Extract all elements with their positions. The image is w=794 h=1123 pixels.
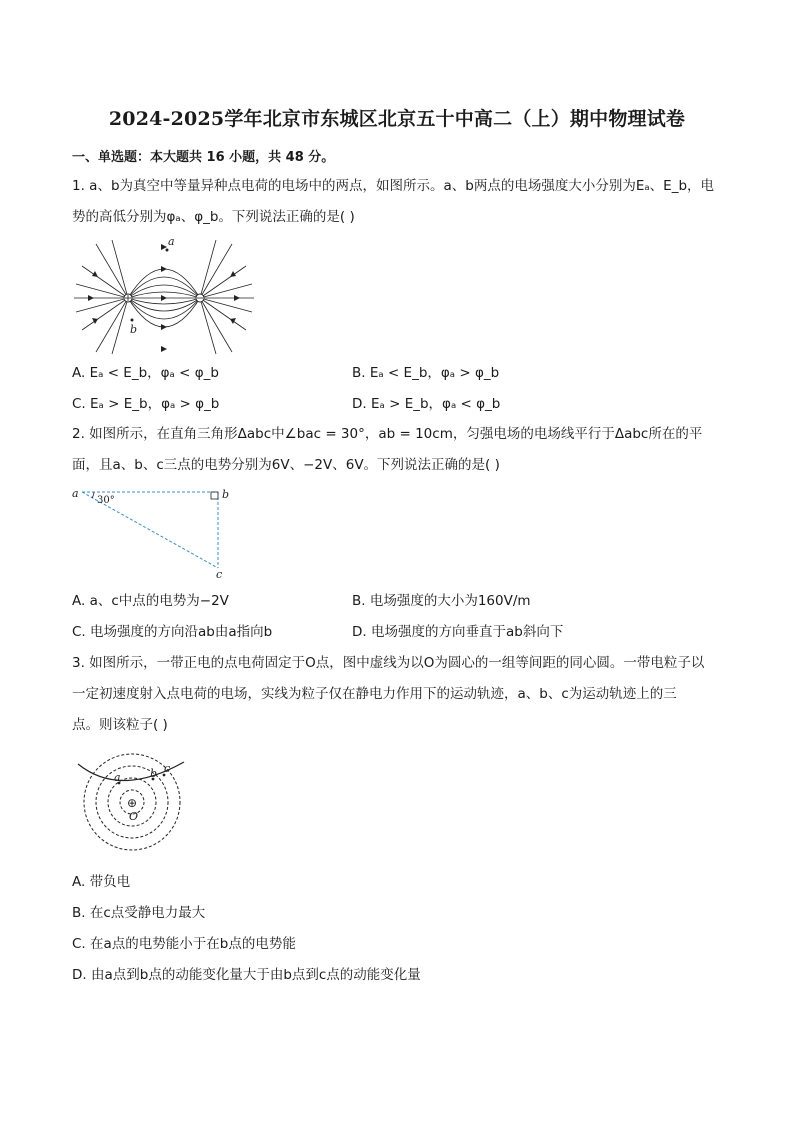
q2-triangle-figure [70, 484, 240, 584]
q3-point-c-label: c [164, 762, 171, 775]
q2-option-c[interactable]: C. 电场强度的方向沿ab由a指向b [72, 624, 273, 640]
q3-option-c[interactable]: C. 在a点的电势能小于在b点的电势能 [72, 936, 296, 952]
q1-option-c[interactable]: C. Eₐ > E_b，φₐ > φ_b [72, 396, 220, 412]
q1-point-a-label: a [168, 236, 175, 248]
q2-option-d[interactable]: D. 电场强度的方向垂直于ab斜向下 [352, 624, 564, 640]
q1-point-b-label: b [130, 323, 138, 336]
q2-option-b[interactable]: B. 电场强度的大小为160V/m [352, 593, 531, 609]
q1-option-a[interactable]: A. Eₐ < E_b，φₐ < φ_b [72, 365, 219, 381]
q2-angle-label: 30° [97, 495, 115, 506]
q2-point-a-label: a [72, 487, 79, 500]
q1-option-b[interactable]: B. Eₐ < E_b，φₐ > φ_b [352, 365, 500, 381]
q3-stem-line3: 点。则该粒子( ) [72, 717, 168, 733]
section-heading: 一、单选题：本大题共 16 小题，共 48 分。 [72, 150, 335, 165]
q1-stem-line1: 1. a、b为真空中等量异种点电荷的电场中的两点，如图所示。a、b两点的电场强度大小分别为Eₐ、E_b，电 [72, 178, 715, 194]
q2-option-a[interactable]: A. a、c中点的电势为−2V [72, 593, 229, 609]
q3-point-o-label: O [129, 810, 139, 823]
q3-charge-symbol: ⊕ [127, 796, 138, 810]
q3-point-a-label: a [114, 771, 121, 784]
q3-option-a[interactable]: A. 带负电 [72, 874, 131, 890]
q3-concentric-circles-figure [72, 750, 192, 860]
q1-option-d[interactable]: D. Eₐ > E_b，φₐ < φ_b [352, 396, 501, 412]
q3-stem-line1: 3. 如图所示，一带正电的点电荷固定于O点，图中虚线为以O为圆心的一组等间距的同心圆。一带电粒子以 [72, 655, 705, 671]
q3-option-b[interactable]: B. 在c点受静电力最大 [72, 905, 206, 921]
page-title: 2024-2025学年北京市东城区北京五十中高二（上）期中物理试卷 [108, 108, 686, 130]
q2-stem-line1: 2. 如图所示，在直角三角形Δabc中∠bac = 30°，ab = 10cm，匀强电场的电场线平行于Δabc所在的平 [72, 426, 703, 442]
q2-point-b-label: b [222, 488, 230, 501]
q3-stem-line2: 一定初速度射入点电荷的电场，实线为粒子仅在静电力作用下的运动轨迹，a、b、c为运动轨迹上的三 [72, 686, 677, 702]
q1-field-lines-figure [72, 236, 256, 356]
q2-point-c-label: c [216, 568, 223, 581]
q3-option-d[interactable]: D. 由a点到b点的动能变化量大于由b点到c点的动能变化量 [72, 967, 421, 983]
q3-point-b-label: b [150, 767, 158, 780]
q1-stem-line2: 势的高低分别为φₐ、φ_b。下列说法正确的是( ) [72, 209, 355, 225]
q2-stem-line2: 面，且a、b、c三点的电势分别为6V、−2V、6V。下列说法正确的是( ) [72, 457, 500, 473]
